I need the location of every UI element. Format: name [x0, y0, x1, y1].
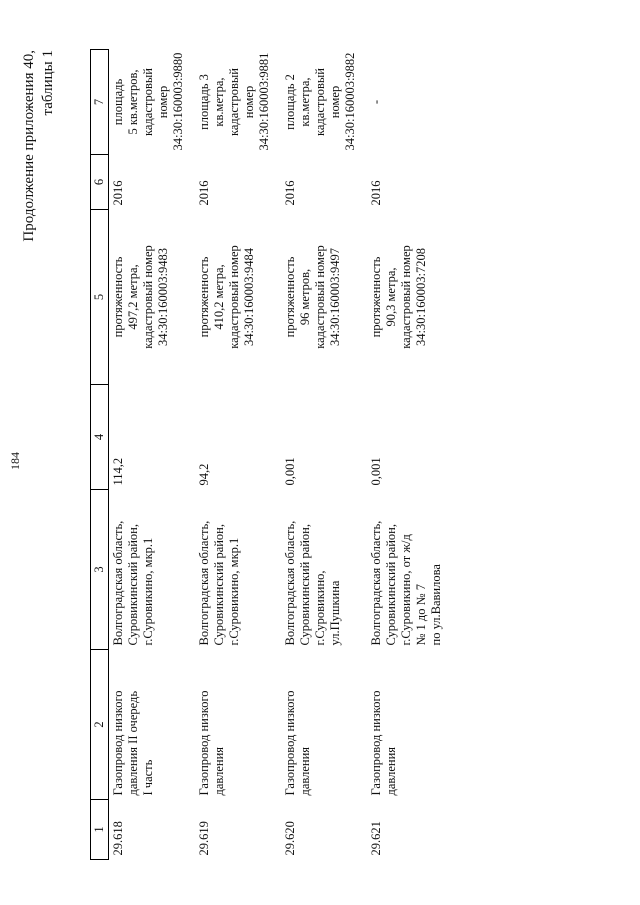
object-spec [367, 210, 453, 385]
object-note-line: кадастровый номер [313, 68, 342, 136]
object-address-line: г.Суровикино, мкр.1 [141, 537, 155, 646]
object-name-line: давления [298, 746, 312, 796]
object-name-line: Газопровод низкого [197, 690, 211, 796]
table-row [195, 50, 281, 860]
object-spec-line: кадастровый номер [227, 245, 241, 349]
header-col-2: 2 [91, 650, 109, 800]
continuation-line-2: таблицы 1 [40, 50, 56, 116]
object-spec-line: протяженность [111, 256, 125, 338]
object-value: 94,2 [197, 463, 211, 486]
header-col-3: 3 [91, 490, 109, 650]
object-name-line: давления [212, 746, 226, 796]
object-note-line: 34:30:160003:9880 [171, 52, 185, 151]
object-year: 2016 [369, 180, 383, 206]
object-name [281, 650, 367, 800]
page-number: 184 [8, 452, 22, 470]
table-row [109, 50, 196, 860]
object-address-line: Суровикинский район, [212, 524, 226, 646]
object-name-line: Газопровод низкого [283, 690, 297, 796]
object-spec-line: кадастровый номер [399, 245, 413, 349]
object-address-line: Суровикинский район, [126, 524, 140, 646]
continuation-caption [20, 50, 58, 260]
object-spec-line: 34:30:160003:9484 [242, 248, 256, 346]
object-address-line: г.Суровикино, [313, 570, 327, 646]
object-address-line: Волгоградская область, [197, 520, 211, 646]
object-note-line: площадь 2 кв.метра, [283, 74, 312, 130]
object-address-line: № 1 до № 7 [414, 584, 428, 646]
object-spec-line: 96 метров, [298, 268, 312, 326]
object-note-line: кадастровый номер [227, 68, 256, 136]
object-spec [109, 210, 196, 385]
object-note-line: 34:30:160003:9881 [257, 52, 271, 151]
object-address [367, 490, 453, 650]
object-spec-line: 34:30:160003:9497 [328, 248, 342, 346]
object-name-line: давления [384, 746, 398, 796]
object-address [281, 490, 367, 650]
object-address-line: Суровикинский район, [298, 524, 312, 646]
object-name-line: Газопровод низкого [369, 690, 383, 796]
table-row [367, 50, 453, 860]
object-value: 0,001 [283, 457, 297, 486]
objects-table [90, 49, 453, 860]
header-col-6: 6 [91, 155, 109, 210]
object-spec-line: 90,3 метра, [384, 267, 398, 327]
object-name [367, 650, 453, 800]
object-note [195, 50, 281, 155]
object-spec-line: 497,2 метра, [126, 264, 140, 330]
object-spec-line: 34:30:160003:7208 [414, 248, 428, 346]
object-address [195, 490, 281, 650]
object-note-line: площадь [111, 78, 125, 126]
object-note [367, 50, 453, 155]
object-value: 0,001 [369, 457, 383, 486]
object-name-line: I часть [141, 759, 155, 796]
header-col-4: 4 [91, 385, 109, 490]
object-spec-line: протяженность [197, 256, 211, 338]
object-address [109, 490, 196, 650]
row-number: 29.618 [111, 821, 125, 856]
table-row [281, 50, 367, 860]
object-note-line: 34:30:160003:9882 [343, 52, 357, 151]
object-address-line: ул.Пушкина [328, 580, 342, 646]
header-col-7: 7 [91, 50, 109, 155]
object-name-line: Газопровод низкого [111, 690, 125, 796]
object-year: 2016 [111, 180, 125, 206]
row-number: 29.620 [283, 821, 297, 856]
object-name-line: давления II очередь [126, 690, 140, 796]
object-address-line: Волгоградская область, [111, 520, 125, 646]
object-spec-line: протяженность [283, 256, 297, 338]
object-value: 114,2 [111, 457, 125, 486]
header-col-1: 1 [91, 800, 109, 860]
object-year: 2016 [197, 180, 211, 206]
object-spec-line: протяженность [369, 256, 383, 338]
table-header-row [91, 50, 109, 860]
object-address-line: Волгоградская область, [283, 520, 297, 646]
object-note-line: 5 кв.метров, [126, 69, 140, 135]
object-note-line: площадь 3 кв.метра, [197, 74, 226, 130]
object-note [281, 50, 367, 155]
object-spec-line: кадастровый номер [141, 245, 155, 349]
object-note [109, 50, 196, 155]
object-spec-line: 34:30:160003:9483 [156, 248, 170, 346]
object-address-line: г.Суровикино, мкр.1 [227, 537, 241, 646]
object-address-line: г.Суровикино, от ж/д [399, 534, 413, 646]
object-spec [195, 210, 281, 385]
object-note-line: - [369, 99, 383, 105]
object-spec [281, 210, 367, 385]
object-spec-line: 410,2 метра, [212, 264, 226, 330]
object-address-line: по ул.Вавилова [429, 564, 443, 646]
object-name [195, 650, 281, 800]
object-spec-line: кадастровый номер [313, 245, 327, 349]
continuation-line-1: Продолжение приложения 40, [21, 50, 37, 242]
object-name [109, 650, 196, 800]
object-note-line: кадастровый номер [141, 68, 170, 136]
object-year: 2016 [283, 180, 297, 206]
object-address-line: Суровикинский район, [384, 524, 398, 646]
header-col-5: 5 [91, 210, 109, 385]
object-address-line: Волгоградская область, [369, 520, 383, 646]
row-number: 29.621 [369, 821, 383, 856]
row-number: 29.619 [197, 821, 211, 856]
